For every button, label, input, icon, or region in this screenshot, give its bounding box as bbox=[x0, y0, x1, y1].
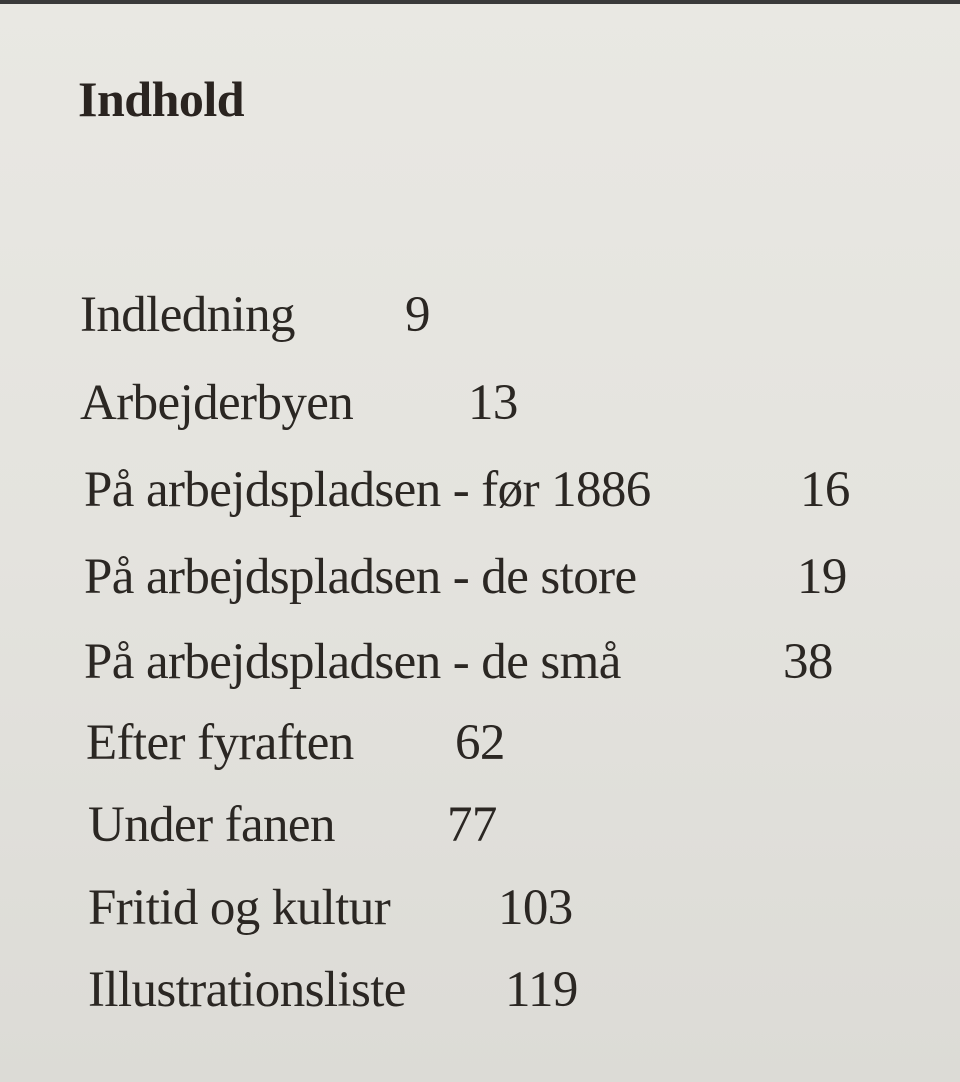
toc-entry bbox=[0, 542, 960, 612]
page-top-edge bbox=[0, 0, 960, 4]
toc-entry-page: 62 bbox=[455, 715, 505, 771]
toc-entry bbox=[0, 455, 960, 525]
toc-entry-label: På arbejdspladsen - før 1886 bbox=[84, 462, 651, 518]
toc-entry-label: Illustrationsliste bbox=[88, 962, 406, 1018]
page-title: Indhold bbox=[78, 71, 245, 127]
toc-entry-label: På arbejdspladsen - de små bbox=[84, 634, 621, 690]
toc-entry-page: 77 bbox=[447, 797, 497, 853]
toc-entry-page: 13 bbox=[468, 375, 518, 431]
toc-entry-label: Indledning bbox=[80, 287, 295, 343]
toc-entry-label: Efter fyraften bbox=[86, 715, 354, 771]
toc-entry bbox=[0, 790, 960, 860]
toc-entry-page: 9 bbox=[405, 287, 430, 343]
toc-entry-page: 119 bbox=[505, 962, 578, 1018]
toc-entry-label: Arbejderbyen bbox=[80, 375, 354, 431]
toc-entry bbox=[0, 280, 960, 350]
toc-entry bbox=[0, 873, 960, 943]
toc-entry-page: 16 bbox=[800, 462, 850, 518]
toc-entry-label: Fritid og kultur bbox=[88, 880, 391, 936]
toc-entry bbox=[0, 627, 960, 697]
toc-entry-page: 38 bbox=[783, 634, 833, 690]
toc-entry-label: Under fanen bbox=[88, 797, 335, 853]
toc-entry bbox=[0, 708, 960, 778]
toc-entry-label: På arbejdspladsen - de store bbox=[84, 549, 637, 605]
toc-entry bbox=[0, 368, 960, 438]
toc-entry-page: 103 bbox=[498, 880, 573, 936]
toc-entry-page: 19 bbox=[797, 549, 847, 605]
toc-entry bbox=[0, 955, 960, 1025]
